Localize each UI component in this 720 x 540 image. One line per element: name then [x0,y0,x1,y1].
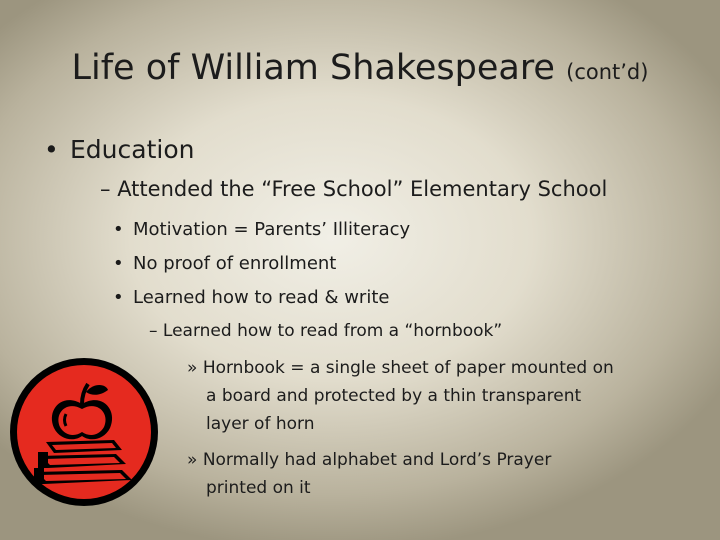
detail-continuation: a board and protected by a thin transparent [206,386,582,406]
detail-alphabet-prayer [187,446,551,474]
sub-item-text: Learned how to read from a “hornbook” [162,321,503,341]
sub-bullet-text: Attended the “Free School” Elementary School [117,177,608,201]
apple-on-books-icon [4,352,164,512]
guillemet-icon: » [187,358,198,378]
bullet-icon: • [44,135,59,164]
guillemet-icon: » [187,450,198,470]
list-item-motivation: Motivation = Parents’ Illiteracy [133,219,411,240]
sub-item-hornbook [149,318,502,344]
list-item-learned-read-write: Learned how to read & write [133,287,390,308]
detail-continuation: printed on it [206,478,311,498]
list-item-no-proof: No proof of enrollment [133,253,337,274]
slide-title [0,44,720,96]
detail-hornbook-definition [187,354,614,382]
title-suffix: (cont’d) [566,60,649,84]
dash-icon: – [149,321,158,341]
bullet-icon: • [113,253,124,274]
bullet-education: Education [70,135,195,164]
dash-icon: – [100,177,111,201]
detail-continuation: layer of horn [206,414,315,434]
detail-text: Hornbook = a single sheet of paper mounted on [202,358,614,378]
detail-text: Normally had alphabet and Lord’s Prayer [202,450,552,470]
sub-bullet-free-school [100,174,607,204]
title-text: Life of William Shakespeare [71,48,555,88]
bullet-icon: • [113,219,124,240]
bullet-icon: • [113,287,124,308]
